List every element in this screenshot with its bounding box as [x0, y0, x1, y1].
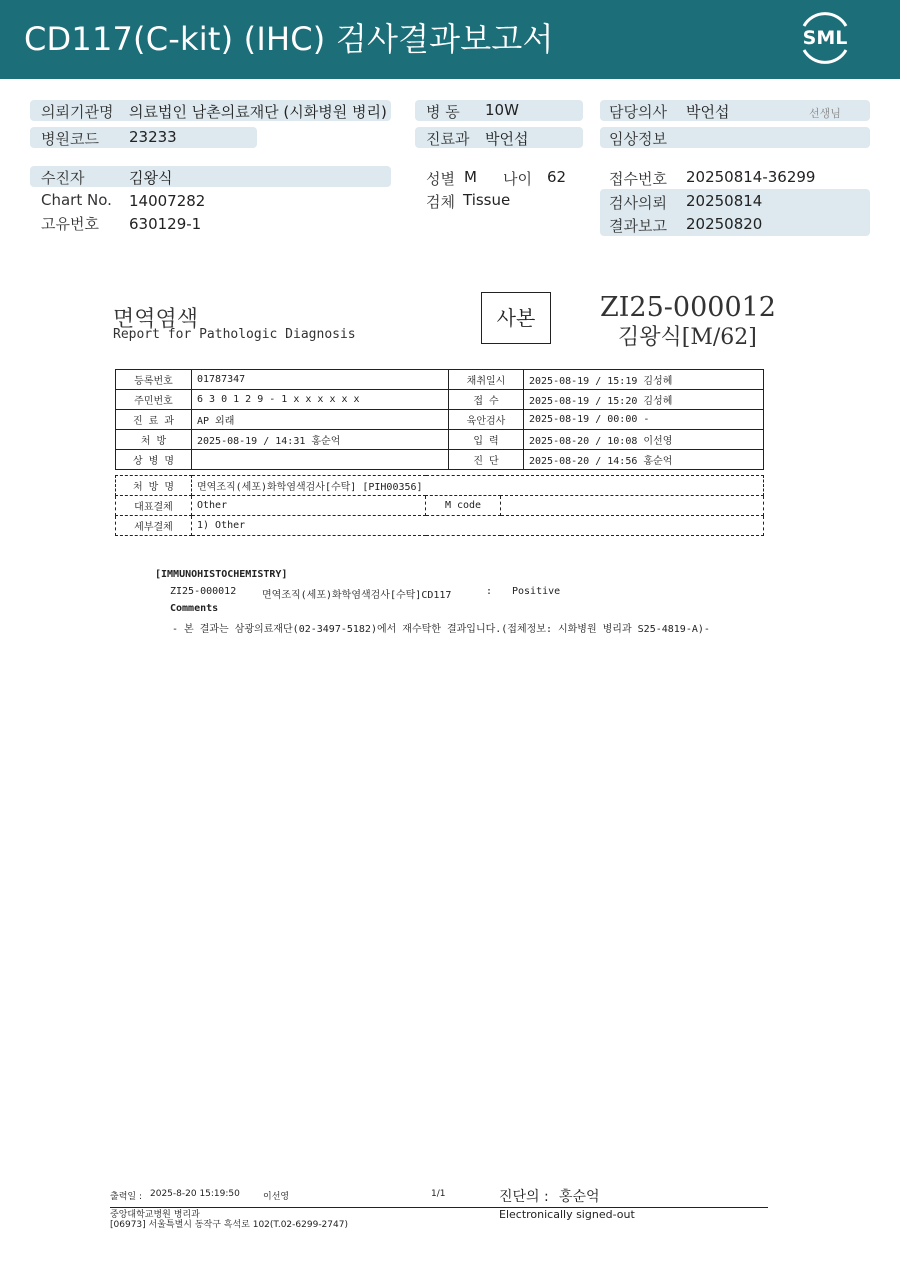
table-row	[116, 516, 764, 536]
doctor-value: 박언섭	[686, 103, 730, 121]
comment-text: - 본 결과는 삼광의료재단(02-3497-5182)에서 재수탁한 결과입니다.(접체정보: 시화병원 병리과 S25-4819-A)-	[172, 624, 710, 635]
table-value: 2025-08-20 / 14:56 홍순억	[524, 450, 764, 470]
comments-label: Comments	[170, 603, 219, 614]
age-value: 62	[547, 168, 567, 186]
table-value: AP 외래	[192, 410, 449, 430]
unique-label: 고유번호	[41, 215, 99, 233]
table-value: 2025-08-19 / 15:20 김성혜	[524, 390, 764, 410]
patient-label: 수진자	[41, 169, 85, 187]
footer-address: [06973] 서울특별시 동작구 흑석로 102(T.02-6299-2747)	[110, 1220, 348, 1230]
table-value: 2025-08-19 / 14:31 홍순억	[192, 430, 449, 450]
table-row	[116, 430, 764, 450]
signed-out-text: Electronically signed-out	[499, 1208, 635, 1221]
mcode-label: M code	[426, 496, 501, 516]
receipt-value: 20250814-36299	[686, 168, 816, 186]
ihc-code: ZI25-000012	[170, 586, 237, 597]
specimen-label: 검체	[426, 193, 455, 211]
ward-value: 10W	[485, 101, 519, 119]
institution-value: 의료법인 남촌의료재단 (시화병원 병리)	[129, 103, 387, 121]
table-value: 2025-08-19 / 00:00 -	[524, 410, 764, 430]
report-number: ZI25-000012	[600, 292, 776, 323]
table-row	[116, 390, 764, 410]
report-patient: 김왕식[M/62]	[618, 325, 757, 350]
patient-value: 김왕식	[129, 169, 173, 187]
detail-value: 1) Other	[192, 516, 764, 536]
table-label: 입 력	[449, 430, 524, 450]
table-row	[116, 370, 764, 390]
sex-value: M	[464, 168, 477, 186]
copy-stamp: 사본	[481, 292, 551, 344]
table-label: 처 방	[116, 430, 192, 450]
footer-divider	[110, 1207, 768, 1208]
table-label: 주민번호	[116, 390, 192, 410]
chart-label: Chart No.	[41, 191, 112, 209]
table-row	[116, 476, 764, 496]
order-table	[115, 475, 764, 536]
doctor-suffix: 선생님	[809, 107, 841, 120]
table-label: 육안검사	[449, 410, 524, 430]
mcode-value	[501, 496, 764, 516]
table-label: 접 수	[449, 390, 524, 410]
rep-label: 대표결체	[116, 496, 192, 516]
ihc-test: 면역조직(세포)화학염색검사[수탁]CD117	[262, 590, 452, 601]
table-row	[116, 410, 764, 430]
ihc-result: Positive	[512, 586, 561, 597]
page-number: 1/1	[431, 1189, 446, 1199]
specimen-value: Tissue	[463, 191, 511, 209]
receipt-label: 접수번호	[609, 170, 667, 188]
hospital-code-value: 23233	[129, 128, 177, 146]
table-value	[192, 450, 449, 470]
chart-value: 14007282	[129, 192, 206, 210]
diagnostician-label: 진단의 :	[499, 1189, 549, 1205]
report-subtitle: Report for Pathologic Diagnosis	[113, 327, 356, 342]
order-value: 면역조직(세포)화학염색검사[수탁] [PIH00356]	[192, 476, 764, 496]
detail-label: 세부결체	[116, 516, 192, 536]
ihc-colon: :	[486, 586, 493, 597]
table-label: 채취일시	[449, 370, 524, 390]
unique-value: 630129-1	[129, 215, 202, 233]
table-label: 상 병 명	[116, 450, 192, 470]
department-label: 진료과	[426, 130, 470, 148]
table-value: 01787347	[192, 370, 449, 390]
hospital-code-label: 병원코드	[41, 130, 99, 148]
department-value: 박언섭	[485, 130, 529, 148]
registration-table	[115, 369, 764, 470]
table-value: 2025-08-20 / 10:08 이선영	[524, 430, 764, 450]
table-row	[116, 496, 764, 516]
table-label: 등록번호	[116, 370, 192, 390]
request-value: 20250814	[686, 192, 763, 210]
sex-label: 성별	[426, 170, 455, 188]
institution-label: 의뢰기관명	[41, 103, 114, 121]
print-label: 출력일 :	[110, 1192, 142, 1202]
footer-hospital: 중앙대학교병원 병리과	[110, 1210, 200, 1220]
result-label: 결과보고	[609, 217, 667, 235]
print-date: 2025-8-20 15:19:50	[150, 1189, 240, 1199]
age-label: 나이	[503, 170, 532, 188]
report-title: 면역염색	[113, 307, 199, 332]
rep-value: Other	[192, 496, 426, 516]
ward-label: 병 동	[426, 103, 460, 121]
order-label: 처 방 명	[116, 476, 192, 496]
ihc-heading: [IMMUNOHISTOCHEMISTRY]	[155, 569, 288, 580]
table-label: 진 료 과	[116, 410, 192, 430]
header-bar	[0, 0, 900, 79]
clinical-label: 임상정보	[609, 130, 667, 148]
table-row	[116, 450, 764, 470]
printer-name: 이선영	[263, 1192, 290, 1202]
table-value: 6 3 0 1 2 9 - 1 x x x x x x	[192, 390, 449, 410]
table-label: 진 단	[449, 450, 524, 470]
request-label: 검사의뢰	[609, 194, 667, 212]
sml-logo	[796, 12, 854, 64]
logo-text: SML	[802, 27, 848, 49]
result-value: 20250820	[686, 215, 763, 233]
report-header-title: CD117(C-kit) (IHC) 검사결과보고서	[24, 20, 554, 58]
table-value: 2025-08-19 / 15:19 김성혜	[524, 370, 764, 390]
diagnostician-name: 홍순억	[559, 1189, 600, 1205]
doctor-label: 담당의사	[609, 103, 667, 121]
